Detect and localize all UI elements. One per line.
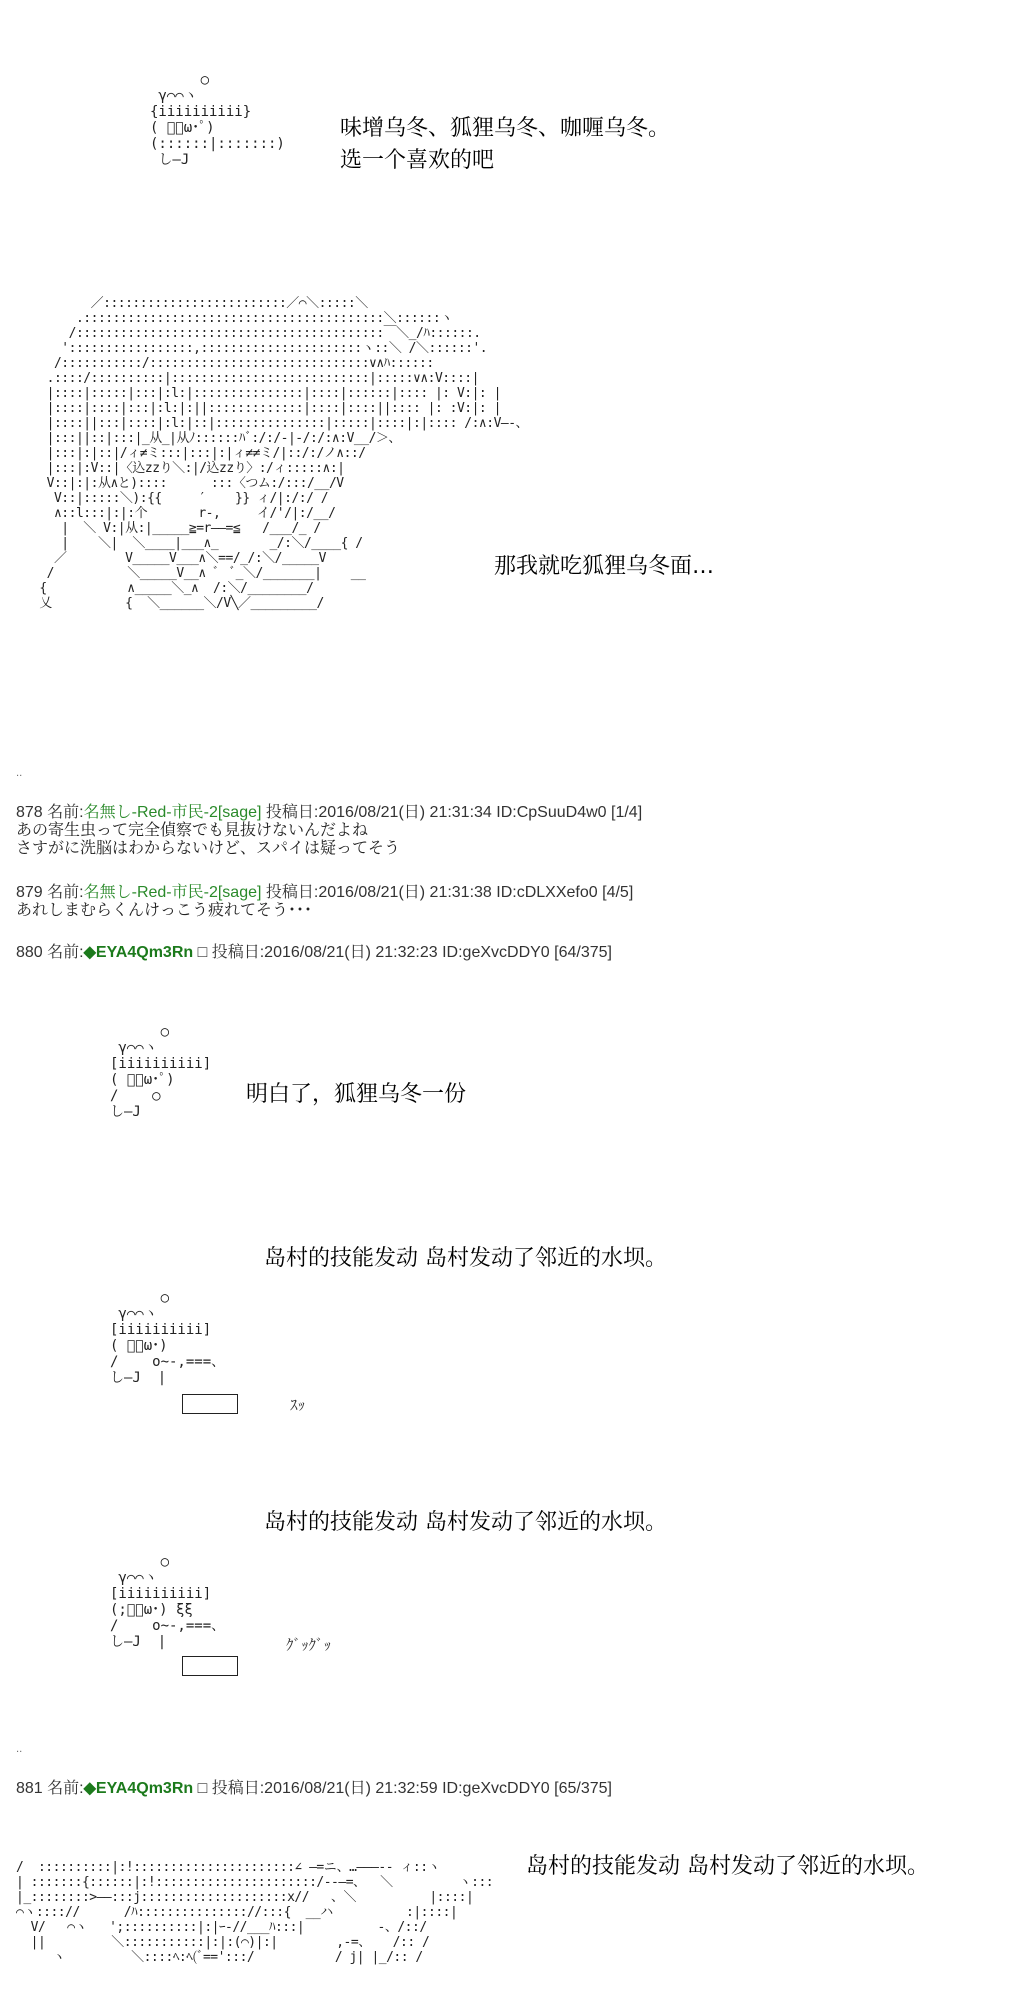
- post-count: [1/4]: [611, 804, 643, 821]
- bottom-ascii-art: / ::::::::::|:!::::::::::::::::::::::∠ ―=ニ、…―――-- ィ::ヽ | :::::::{::::::|:!::::::::::::::::::::::/--―=、 ＼ ヽ::: |_::::::::>――:::j::::::::::::::::::::x// 、＼ |::::| ⌒ヽ::::// /ﾊ::::::::::::::://:::{ __ハ :|::::| V/ ⌒ヽ ';::::::::::|:|ｰ-//___ﾊ:::| -、/::/ || ＼:::::::::::|:|:(⌒)|:| ,-=、 /:: / ヽ ＼::::ﾍ:ﾍ(ﾞ==':::/ / j| |_/:: /: [16, 1860, 494, 1965]
- post-id[interactable]: ID:CpSuuD4w0: [496, 804, 607, 821]
- girl-ascii-art: ／:::::::::::::::::::::::::／⌒＼:::::＼ .:::::::::::::::::::::::::::::::::::::::::＼::::::ヽ /::::::::::::::::::::::::::::::::::::::::::￣＼_/ﾊ::::::. ':::::::::::::::::,::::::::::::::::::::::ヽ::＼ /＼::::::'. /:::::::::::/::::::::::::::::::::::::::::::∨∧ﾊ:::::: .::::/::::::::::|:::::::::::::::::::::::::::|:::::∨∧:V::::| |::::|:::::|:::|:l:|:::::::::::::::|::::|::::::|:::: |: V:|: | |::::|::::|:::|:l:|:||:::::::::::::|::::|::::||:::: |: :V:|: | |::::||:::|::::|:l:|::|:::::::::::::::|:::::|::::|:|:::: /:∧:V―-、 |:::||::|:::|_从_|从ﾉ::::::ﾊﾞ:/:/‐|‐/:/:∧:V__/＞、 |:::|:|::|/ィ≠ミ:::|:::|:|ィ≠≠ミ/|::/:/ノ∧::/ |:::|:V::|〈込zzり＼:|/込zzり〉:/ィ:::::∧:| V::|:|:从∧と):::: :::〈つム:/:::/__/V V::|:::::＼):{{ ′ }} ィ/|:/:/ / ∧::l:::|:|:个 r-, イ/'/|:/__/ | ＼ V:|从:|_____≧=r――=≦ /___/_ / | ＼| ＼____|___∧_ _/:＼/____{ / ／ V_____V___∧＼==/_/:＼/_____V / ＼_____V__∧ ﾞ ﾞ_＼/_______| __ { ∧_____＼_∧ /:＼/________/ 乂 { ＼______＼/V╲／_________/: [39, 296, 529, 611]
- post-id[interactable]: ID:geXvcDDY0: [442, 944, 550, 961]
- post-date-label: 投稿日:: [211, 944, 265, 961]
- sfx-gutgut: ｸﾞｯｸﾞｯ: [286, 1636, 332, 1654]
- post-number: 878: [16, 804, 43, 821]
- post-tripcode[interactable]: ◆EYA4Qm3Rn: [83, 1780, 194, 1797]
- post-date: 2016/08/21(日) 21:32:59: [264, 1780, 438, 1797]
- post-date-label: 投稿日:: [265, 884, 319, 901]
- post-date-label: 投稿日:: [211, 1780, 265, 1797]
- post-box-icon: □: [197, 1780, 208, 1797]
- post-number: 881: [16, 1780, 43, 1797]
- caption-skill-2: 岛村的技能发动 岛村发动了邻近的水坝。: [264, 1510, 667, 1535]
- post-author-name[interactable]: 名無し-Red-市民-2: [83, 884, 218, 901]
- post-body-line: あれしまむらくんけっこう疲れてそう･･･: [16, 902, 313, 919]
- post-date: 2016/08/21(日) 21:32:23: [264, 944, 438, 961]
- post-879: [16, 884, 633, 920]
- post-name-label: 名前:: [47, 1780, 84, 1797]
- post-count: [65/375]: [554, 1780, 612, 1797]
- caption-menu-line2: 选一个喜欢的吧: [340, 148, 495, 173]
- post-count: [64/375]: [554, 944, 612, 961]
- post-number: 879: [16, 884, 43, 901]
- post-box-icon: □: [197, 944, 208, 961]
- cutting-board: [182, 1656, 238, 1676]
- post-count: [4/5]: [602, 884, 634, 901]
- post-date-label: 投稿日:: [265, 804, 319, 821]
- post-tripcode[interactable]: ◆EYA4Qm3Rn: [83, 944, 194, 961]
- caption-skill-3: 岛村的技能发动 岛村发动了邻近的水坝。: [526, 1854, 929, 1879]
- separator-dots: ..: [16, 768, 23, 779]
- shimamura-ascii-art-4: ○ γ⌒⌒ヽ [iiiiiiiiii] (;ﾟ･ω･) ξξ / o~-,===、 し―J |: [110, 1554, 226, 1650]
- post-body-line: さすがに洗脳はわからないけど、スパイは疑ってそう: [16, 840, 401, 857]
- sfx-sutt: ｽｯ: [290, 1396, 306, 1414]
- caption-menu-line1: 味增乌冬、狐狸乌冬、咖喱乌冬。: [340, 116, 671, 141]
- shimamura-ascii-art-2: ○ γ⌒⌒ヽ [iiiiiiiiii] ( ﾟ･ω･ﾟ) / ○ し―J: [110, 1024, 212, 1120]
- post-id[interactable]: ID:geXvcDDY0: [442, 1780, 550, 1797]
- caption-understood: 明白了，狐狸乌冬一份: [246, 1082, 467, 1107]
- cutting-board: [182, 1394, 238, 1414]
- caption-skill-1: 岛村的技能发动 岛村发动了邻近的水坝。: [264, 1246, 667, 1271]
- post-date: 2016/08/21(日) 21:31:38: [318, 884, 492, 901]
- post-881: [16, 1780, 612, 1798]
- post-880: [16, 944, 612, 962]
- shimamura-ascii-art-3: ○ γ⌒⌒ヽ [iiiiiiiiii] ( ﾟ･ω･) / o~-,===、 し―J |: [110, 1290, 226, 1386]
- post-date: 2016/08/21(日) 21:31:34: [318, 804, 492, 821]
- post-mail[interactable]: [sage]: [217, 804, 262, 821]
- separator-dots: ..: [16, 1744, 23, 1755]
- post-name-label: 名前:: [47, 804, 84, 821]
- caption-kitsune-order: 那我就吃狐狸乌冬面…: [494, 554, 715, 579]
- post-878: [16, 804, 642, 858]
- post-number: 880: [16, 944, 43, 961]
- post-mail[interactable]: [sage]: [217, 884, 262, 901]
- post-id[interactable]: ID:cDLXXefo0: [496, 884, 598, 901]
- post-name-label: 名前:: [47, 944, 84, 961]
- shimamura-ascii-art-1: ○ γ⌒⌒ヽ {iiiiiiiiii} ( ﾟ･ω･ﾟ) (::::::|:::::::) し―J: [150, 72, 285, 168]
- post-author-name[interactable]: 名無し-Red-市民-2: [83, 804, 218, 821]
- post-name-label: 名前:: [47, 884, 84, 901]
- post-body-line: あの寄生虫って完全偵察でも見抜けないんだよね: [16, 822, 369, 839]
